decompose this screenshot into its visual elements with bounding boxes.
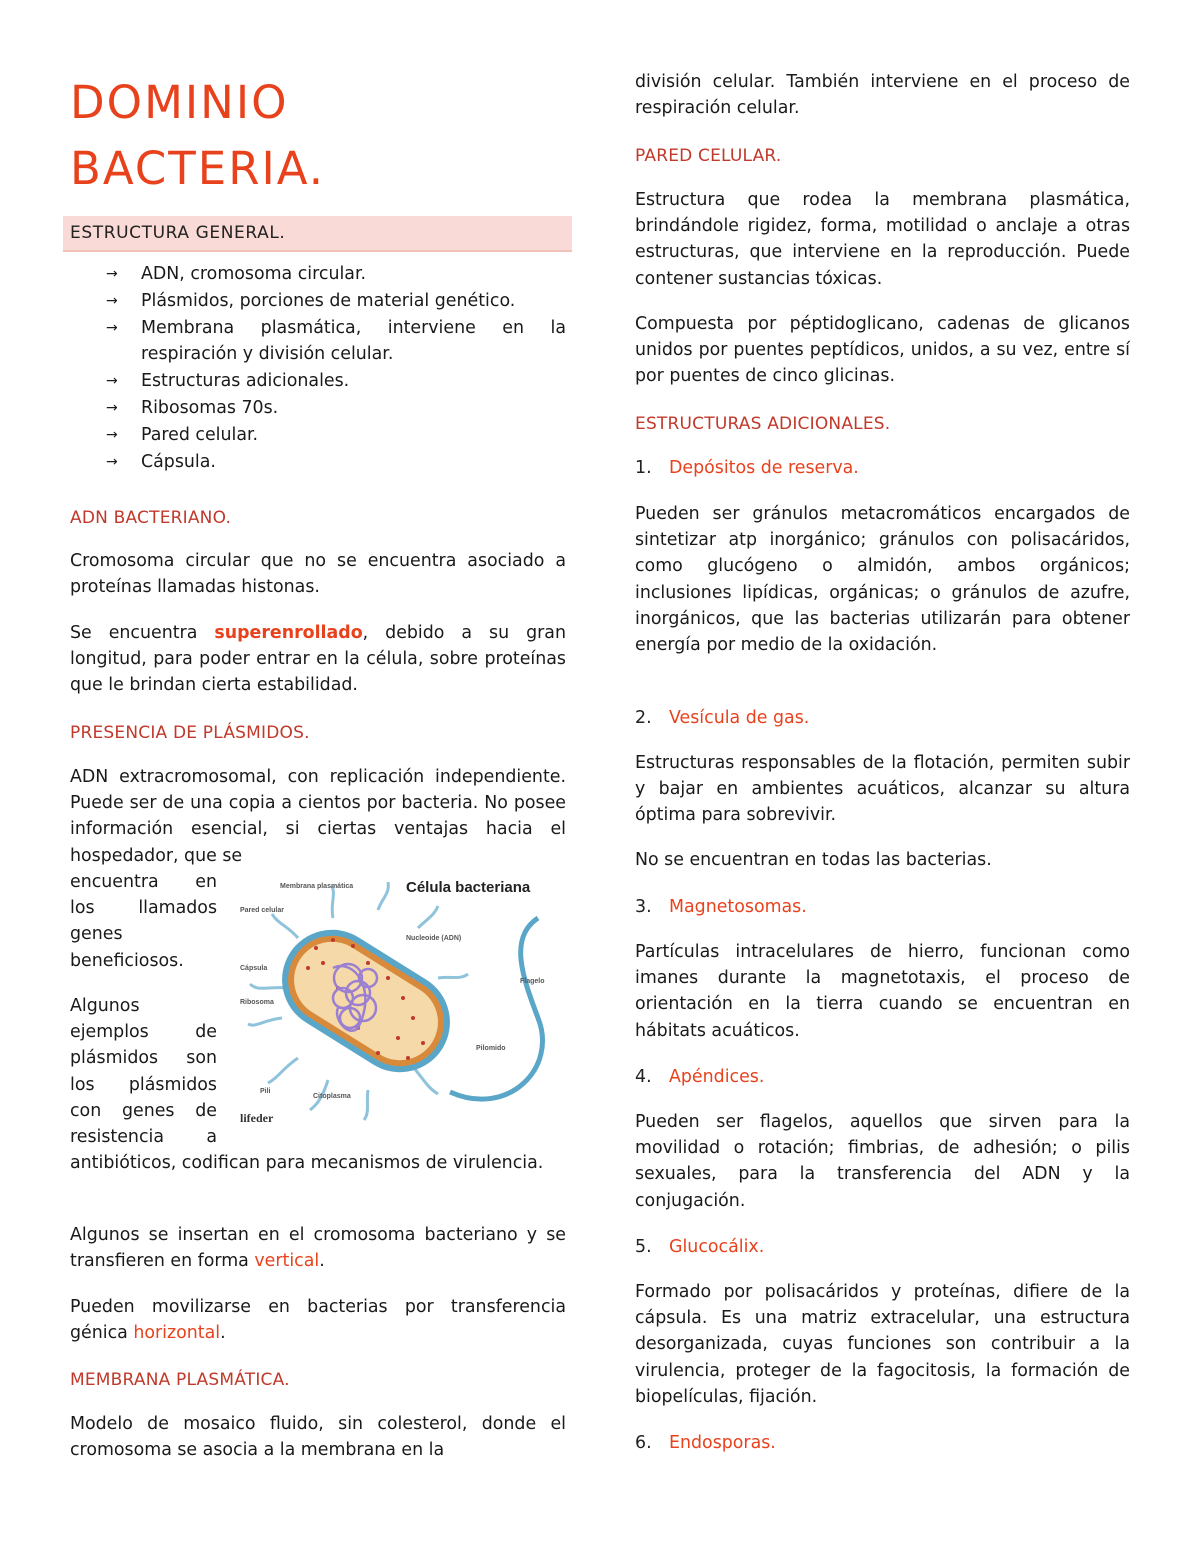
label-pared: Pared celular <box>240 907 284 914</box>
flagellum <box>450 918 542 1099</box>
section-bar-estructura-general <box>63 216 572 252</box>
arrow-icon: → <box>106 292 118 309</box>
label-membrana: Membrana plasmática <box>280 883 354 890</box>
item-2-paragraph-1: Estructuras responsables de la flotación, permiten subir y bajar en ambientes acuáticos, alcanzar su altura óptima para sobrevivir. <box>635 753 1130 826</box>
plasmidos-wrap-text-1: encuentra en los llamados genes beneficiosos. <box>70 872 217 971</box>
arrow-icon: → <box>106 426 118 443</box>
item-5-paragraph: Formado por polisacáridos y proteínas, difiere de la cápsula. Es una matriz extracelular, una estructura desorganizada, cuyas funciones son contribuir a la virulencia, proteger de la fagocitosis, la formación de biopelículas, fijación. <box>635 1282 1130 1407</box>
list-item: → Cápsula. <box>70 449 566 476</box>
heading-plasmidos: PRESENCIA DE PLÁSMIDOS. <box>70 723 310 743</box>
figure-title: Célula bacteriana <box>406 879 531 896</box>
document-title: DOMINIO BACTERIA. <box>70 76 326 195</box>
structure-list <box>70 261 566 475</box>
brand-logo: lifeder <box>240 1111 274 1125</box>
membrana-paragraph-1-cont: división celular. También interviene en el proceso de respiración celular. <box>635 72 1130 119</box>
adn-paragraph-2: Se encuentra superenrollado, debido a su gran longitud, para poder entrar en la célula, sobre proteínas que le brindan cierta estabilidad. <box>70 623 566 696</box>
item-3-paragraph: Partículas intracelulares de hierro, funcionan como imanes durante la magnetotaxis, el proceso de orientación en la tierra cuando se encuentran en hábitats acuáticos. <box>635 942 1130 1041</box>
label-citoplasma: Citoplasma <box>313 1093 351 1100</box>
arrow-icon: → <box>106 373 118 390</box>
item-1-paragraph: Pueden ser gránulos metacromáticos encargados de sintetizar atp inorgánico; gránulos con polisacáridos, como glucógeno o almidón, ambos orgánicos; inclusiones lipídicas, orgánicas; o gránulos de azufre, inorgánicos, que las bacterias utilizarán para obtener energía por medio de la oxidación. <box>635 504 1130 656</box>
item-4-title: 4. Apéndices. <box>635 1067 765 1087</box>
arrow-icon: → <box>106 319 118 336</box>
item-6-title: 6. Endosporas. <box>635 1433 776 1453</box>
highlight-superenrollado: superenrollado <box>214 623 363 643</box>
label-nucleoide: Nucleoide (ADN) <box>406 935 462 942</box>
item-5-title: 5. Glucocálix. <box>635 1237 765 1257</box>
arrow-icon: → <box>106 266 118 282</box>
bacterial-cell-diagram <box>238 868 568 1130</box>
plasmidos-paragraph-1: ADN extracromosomal, con replicación independiente. Puede ser de una copia a cientos por bacteria. No posee información esencial, si ciertas ventajas hacia el hospedador, que se <box>70 767 566 866</box>
plasmidos-paragraph-3: Algunos se insertan en el cromosoma bacteriano y se transfieren en forma vertical. <box>70 1225 566 1272</box>
arrow-icon: → <box>106 399 118 416</box>
pared-paragraph-2: Compuesta por péptidoglicano, cadenas de glicanos unidos por puentes peptídicos, unidos, a su vez, entre sí por puentes de cinco glicinas. <box>635 314 1130 387</box>
list-item: → Estructuras adicionales. <box>70 368 566 395</box>
plasmidos-wrap-text-2: Algunos ejemplos de plásmidos son los plásmidos con genes de resistencia a <box>70 996 217 1148</box>
heading-adicionales: ESTRUCTURAS ADICIONALES. <box>635 414 891 434</box>
heading-membrana: MEMBRANA PLASMÁTICA. <box>70 1370 290 1390</box>
arrow-icon: → <box>106 453 118 470</box>
list-item: → Membrana plasmática, interviene en la respiración y división celular. <box>70 315 566 369</box>
list-item: → ADN, cromosoma circular. <box>70 261 566 288</box>
label-capsula: Cápsula <box>240 965 268 972</box>
membrana-paragraph-1: Modelo de mosaico fluido, sin colesterol, donde el cromosoma se asocia a la membrana en la <box>70 1414 566 1461</box>
plasmidos-paragraph-4: Pueden movilizarse en bacterias por transferencia génica horizontal. <box>70 1297 566 1344</box>
plasmidos-paragraph-2-tail: antibióticos, codifican para mecanismos de virulencia. <box>70 1153 544 1173</box>
item-2-title: 2. Vesícula de gas. <box>635 708 810 728</box>
adn-paragraph-1: Cromosoma circular que no se encuentra asociado a proteínas llamadas histonas. <box>70 551 566 598</box>
label-pilomido: Pilomido <box>476 1045 506 1052</box>
item-4-paragraph: Pueden ser flagelos, aquellos que sirven para la movilidad o rotación; fimbrias, de adhesión; o pilis sexuales, para la transferencia del ADN y la conjugación. <box>635 1112 1130 1211</box>
item-2-paragraph-2: No se encuentran en todas las bacterias. <box>635 850 992 870</box>
heading-pared: PARED CELULAR. <box>635 146 782 166</box>
item-3-title: 3. Magnetosomas. <box>635 897 807 917</box>
label-ribosoma: Ribosoma <box>240 999 274 1006</box>
label-flagelo: Flagelo <box>520 978 545 985</box>
list-item: → Plásmidos, porciones de material genético. <box>70 288 566 315</box>
pared-paragraph-1: Estructura que rodea la membrana plasmática, brindándole rigidez, forma, motilidad o anclaje a otras estructuras, que interviene en la reproducción. Puede contener sustancias tóxicas. <box>635 190 1130 289</box>
highlight-vertical: vertical <box>254 1251 320 1272</box>
label-pili: Pili <box>260 1088 271 1095</box>
item-1-title: 1. Depósitos de reserva. <box>635 458 859 478</box>
list-item: → Pared celular. <box>70 422 566 449</box>
highlight-horizontal: horizontal <box>133 1323 221 1344</box>
section-heading: ESTRUCTURA GENERAL. <box>70 223 286 243</box>
list-item: → Ribosomas 70s. <box>70 395 566 422</box>
heading-adn: ADN BACTERIANO. <box>70 508 232 528</box>
